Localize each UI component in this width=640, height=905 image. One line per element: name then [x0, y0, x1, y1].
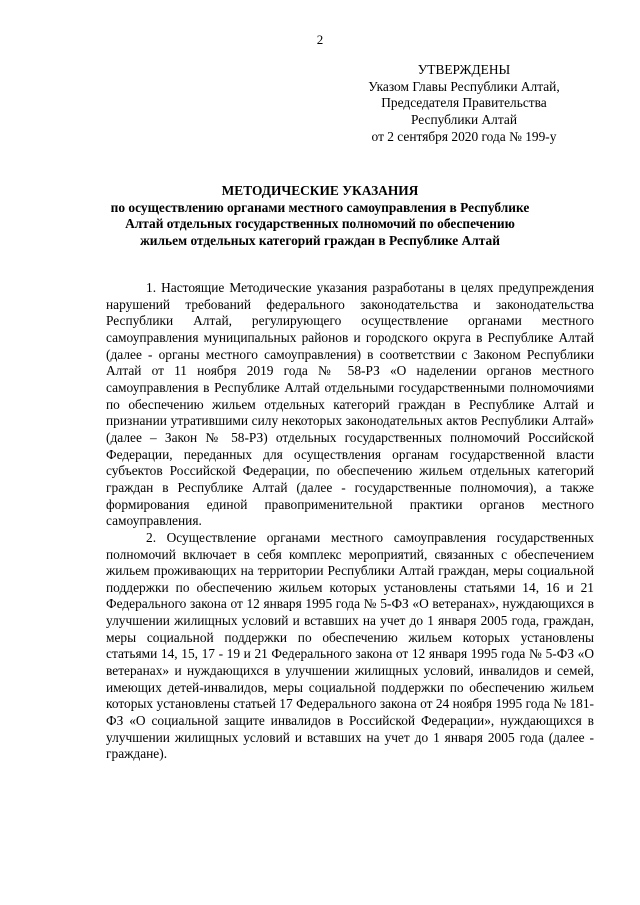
body-text	[106, 280, 594, 763]
title-line-4: жильем отдельных категорий граждан в Республике Алтай	[140, 233, 500, 249]
approval-block	[344, 62, 584, 146]
title-line-1: МЕТОДИЧЕСКИЕ УКАЗАНИЯ	[221, 183, 419, 198]
approval-chairman-line: Председателя Правительства	[381, 95, 547, 111]
approval-date-line: от 2 сентября 2020 года № 199-у	[371, 128, 557, 144]
document-title	[60, 183, 580, 250]
approval-decree-line: Указом Главы Республики Алтай,	[368, 78, 560, 94]
paragraph-2: 2. Осуществление органами местного самоуправления государственных полномочий включает в себя комплекс мероприятий, связанных с обеспечением жильем проживающих на территории Республики Алтай граждан, меры социальной поддержки по обеспечению жильем которых установлены статьями 14, 16 и 21 Федерального закона от 12 января 1995 года № 5-ФЗ «О ветеранах», нуждающихся в улучшении жилищных условий и вставших на учет до 1 января 2005 года, граждан, меры социальной поддержки по обеспечению жильем которых установлены статьями 14, 15, 17 - 19 и 21 Федерального закона от 12 января 1995 года № 5-ФЗ «О ветеранах» и нуждающихся в улучшении жилищных условий, инвалидов и семей, имеющих детей-инвалидов, меры социальной поддержки по обеспечению жильем которых установлены статьей 17 Федерального закона от 24 ноября 1995 года № 181-ФЗ «О социальной защите инвалидов в Российской Федерации», нуждающихся в улучшении жилищных условий и вставших на учет до 1 января 2005 года (далее - граждане).	[106, 529, 594, 762]
title-line-3: Алтай отдельных государственных полномочий по обеспечению	[125, 216, 515, 232]
page-number: 2	[316, 32, 324, 47]
paragraph-1: 1. Настоящие Методические указания разработаны в целях предупреждения нарушений требований федерального законодательства и законодательства Республики Алтай, регулирующего осуществление органами местного самоуправления муниципальных районов и городского округа в Республике Алтай (далее - органы местного самоуправления) в соответствии с Законом Республики Алтай от 11 ноября 2019 года № 58-РЗ «О наделении органов местного самоуправления в Республике Алтай отдельными государственными полномочиями по обеспечению жильем отдельных категорий граждан в Республике Алтай и признании утратившими силу некоторых законодательных актов Республики Алтай» (далее – Закон № 58-РЗ) отдельных государственных полномочий Российской Федерации, переданных для осуществления органам государственной власти субъектов Российской Федерации, по обеспечению жильем отдельных категорий граждан в Республике Алтай (далее - государственные полномочия), а также формирования единой правоприменительной практики органов местного самоуправления.	[106, 280, 594, 529]
approval-republic-line: Республики Алтай	[410, 112, 517, 128]
approval-heading: УТВЕРЖДЕНЫ	[417, 62, 511, 77]
title-line-2: по осуществлению органами местного самоуправления в Республике	[110, 199, 530, 215]
